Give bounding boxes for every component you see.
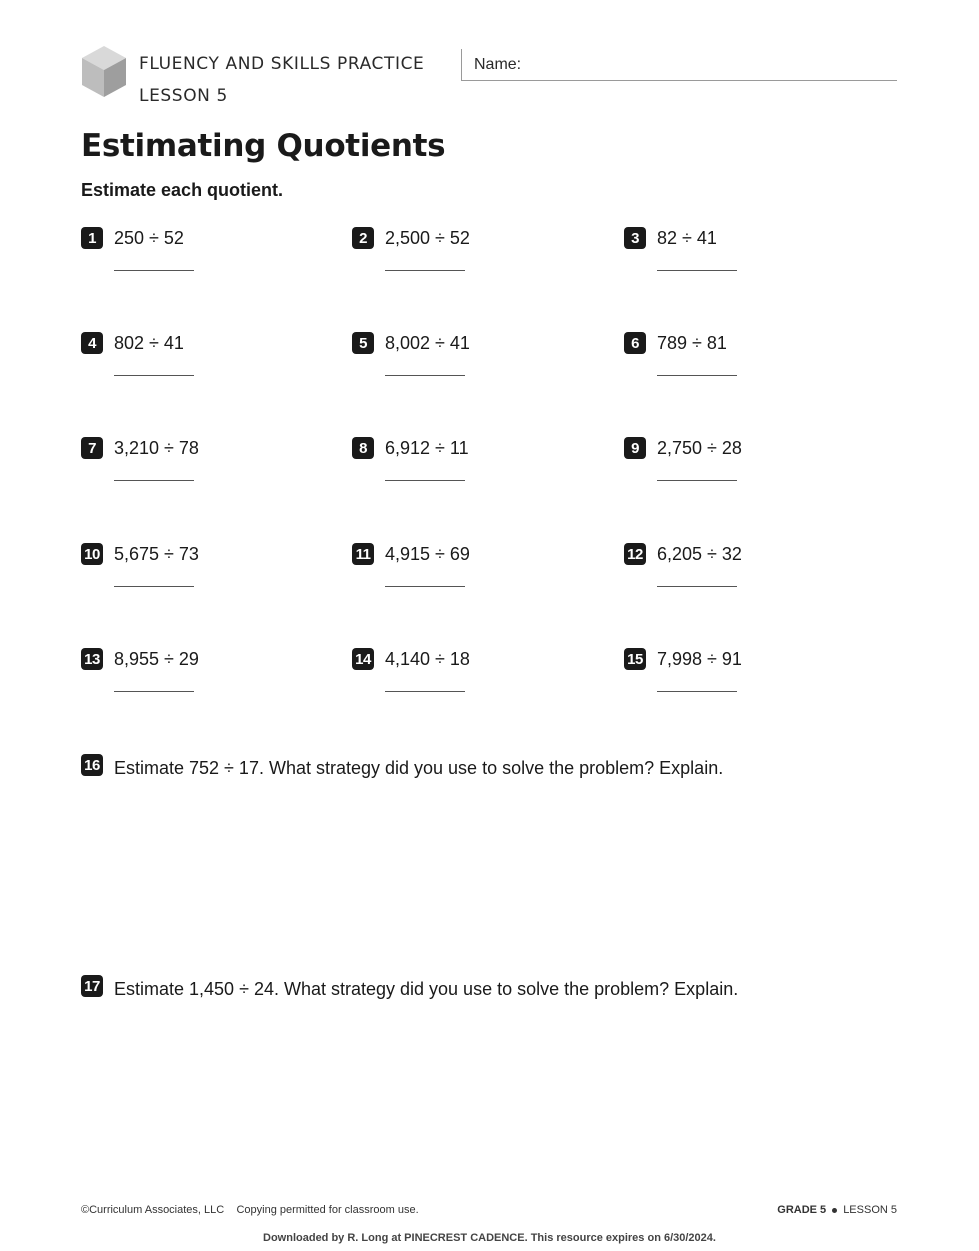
- name-field-line[interactable]: [462, 80, 897, 81]
- footer-lesson-label: LESSON 5: [843, 1204, 897, 1216]
- problem-expression: 8,955 ÷ 29: [114, 649, 199, 669]
- problem-number-badge: 11: [352, 543, 374, 565]
- footer-grade-lesson: [777, 1204, 897, 1216]
- answer-line[interactable]: [385, 586, 465, 587]
- answer-line[interactable]: [657, 270, 737, 271]
- problem-number-badge: 9: [624, 437, 646, 459]
- problem-number-badge: 6: [624, 332, 646, 354]
- bullet-icon: [832, 1208, 837, 1213]
- problem-14: [352, 648, 592, 708]
- problem-number-badge: 16: [81, 754, 103, 776]
- problem-number-badge: 4: [81, 332, 103, 354]
- problem-expression: 5,675 ÷ 73: [114, 544, 199, 564]
- answer-line[interactable]: [114, 586, 194, 587]
- problem-number-badge: 5: [352, 332, 374, 354]
- problem-question: Estimate 1,450 ÷ 24. What strategy did you use to solve the problem? Explain.: [114, 979, 739, 999]
- problem-number-badge: 12: [624, 543, 646, 565]
- answer-line[interactable]: [385, 691, 465, 692]
- answer-line[interactable]: [385, 375, 465, 376]
- answer-line[interactable]: [114, 480, 194, 481]
- name-label: Name:: [474, 56, 522, 73]
- problem-expression: 789 ÷ 81: [657, 333, 727, 353]
- problem-number-badge: 14: [352, 648, 374, 670]
- lesson-label: LESSON 5: [139, 86, 228, 106]
- problem-11: [352, 543, 592, 603]
- problem-expression: 250 ÷ 52: [114, 228, 184, 248]
- copyright-text: ©Curriculum Associates, LLC: [81, 1204, 225, 1216]
- problem-17: [81, 975, 901, 999]
- problem-9: [624, 437, 864, 497]
- problem-number-badge: 17: [81, 975, 103, 997]
- problem-number-badge: 3: [624, 227, 646, 249]
- problem-13: [81, 648, 321, 708]
- problem-number-badge: 7: [81, 437, 103, 459]
- problem-expression: 3,210 ÷ 78: [114, 438, 199, 458]
- answer-line[interactable]: [657, 691, 737, 692]
- header-divider: [461, 49, 462, 81]
- problem-expression: 8,002 ÷ 41: [385, 333, 470, 353]
- lesson-cube-icon: [81, 45, 127, 98]
- problem-12: [624, 543, 864, 603]
- problem-5: [352, 332, 592, 392]
- problem-expression: 4,140 ÷ 18: [385, 649, 470, 669]
- problem-1: [81, 227, 321, 287]
- problem-8: [352, 437, 592, 497]
- problem-number-badge: 1: [81, 227, 103, 249]
- instructions: Estimate each quotient.: [81, 180, 284, 200]
- problem-7: [81, 437, 321, 497]
- answer-line[interactable]: [114, 270, 194, 271]
- problem-number-badge: 15: [624, 648, 646, 670]
- problem-question: Estimate 752 ÷ 17. What strategy did you use to solve the problem? Explain.: [114, 758, 724, 778]
- problem-expression: 4,915 ÷ 69: [385, 544, 470, 564]
- problem-expression: 6,912 ÷ 11: [385, 438, 469, 458]
- problem-number-badge: 8: [352, 437, 374, 459]
- answer-line[interactable]: [657, 586, 737, 587]
- problem-16: [81, 754, 901, 778]
- problem-6: [624, 332, 864, 392]
- problem-expression: 802 ÷ 41: [114, 333, 184, 353]
- problem-4: [81, 332, 321, 392]
- problem-expression: 6,205 ÷ 32: [657, 544, 742, 564]
- answer-line[interactable]: [657, 375, 737, 376]
- answer-line[interactable]: [657, 480, 737, 481]
- problem-expression: 7,998 ÷ 91: [657, 649, 742, 669]
- answer-line[interactable]: [385, 270, 465, 271]
- answer-line[interactable]: [385, 480, 465, 481]
- problem-2: [352, 227, 592, 287]
- grade-label: GRADE 5: [777, 1204, 827, 1216]
- section-title: FLUENCY AND SKILLS PRACTICE: [139, 54, 425, 74]
- problem-3: [624, 227, 864, 287]
- problem-number-badge: 13: [81, 648, 103, 670]
- problem-expression: 2,500 ÷ 52: [385, 228, 470, 248]
- problem-expression: 82 ÷ 41: [657, 228, 717, 248]
- answer-line[interactable]: [114, 691, 194, 692]
- problem-15: [624, 648, 864, 708]
- footer-copyright: [81, 1204, 419, 1216]
- answer-line[interactable]: [114, 375, 194, 376]
- permission-text: Copying permitted for classroom use.: [236, 1204, 419, 1216]
- download-note: Downloaded by R. Long at PINECREST CADENCE. This resource expires on 6/30/2024.: [263, 1232, 716, 1244]
- problem-number-badge: 10: [81, 543, 103, 565]
- problem-number-badge: 2: [352, 227, 374, 249]
- page-title: Estimating Quotients: [81, 128, 446, 164]
- problem-10: [81, 543, 321, 603]
- problem-expression: 2,750 ÷ 28: [657, 438, 742, 458]
